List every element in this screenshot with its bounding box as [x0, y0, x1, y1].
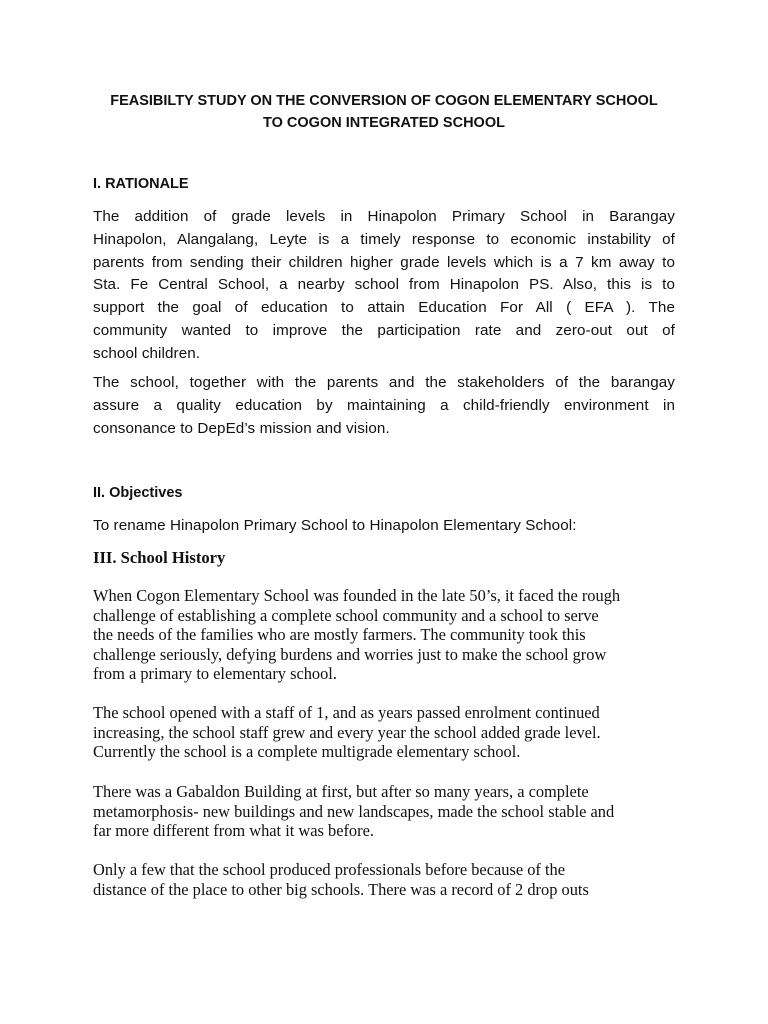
- title-line-1: FEASIBILTY STUDY ON THE CONVERSION OF COGON ELEMENTARY SCHOOL: [110, 93, 658, 109]
- title-line-2: TO COGON INTEGRATED SCHOOL: [263, 115, 505, 131]
- paragraph-line: community wanted to improve the participation rate and zero-out out of: [93, 321, 675, 339]
- paragraph-line: Sta. Fe Central School, a nearby school from Hinapolon PS. Also, this is to: [93, 276, 675, 294]
- paragraph-line: consonance to DepEd’s mission and vision.: [93, 419, 390, 437]
- paragraph-line: distance of the place to other big schools. There was a record of 2 drop outs: [93, 879, 589, 899]
- document-title: [60, 90, 708, 134]
- paragraph-line: Currently the school is a complete multigrade elementary school.: [93, 742, 521, 762]
- history-paragraph-2: [93, 703, 675, 762]
- paragraph-line: from a primary to elementary school.: [93, 664, 337, 684]
- paragraph-line: There was a Gabaldon Building at first, but after so many years, a complete: [93, 782, 589, 801]
- paragraph-line: challenge of establishing a complete school community and a school to serve: [93, 605, 599, 625]
- objectives-heading: II. Objectives: [93, 485, 183, 501]
- paragraph-line: metamorphosis- new buildings and new landscapes, made the school stable and: [93, 801, 615, 821]
- paragraph-line: far more different from what it was before.: [93, 821, 374, 841]
- paragraph-line: school children.: [93, 344, 201, 362]
- paragraph-line: challenge seriously, defying burdens and worries just to make the school grow: [93, 644, 607, 664]
- paragraph-line: support the goal of education to attain Education For All ( EFA ). The: [93, 299, 675, 317]
- rationale-paragraph-2: [93, 372, 675, 440]
- paragraph-line: The school opened with a staff of 1, and as years passed enrolment continued: [93, 703, 600, 722]
- rationale-heading: I. RATIONALE: [93, 176, 189, 192]
- history-heading: III. School History: [93, 548, 226, 567]
- paragraph-line: The addition of grade levels in Hinapolon Primary School in Barangay: [93, 208, 675, 225]
- paragraph-line: increasing, the school staff grew and every year the school added grade level.: [93, 722, 601, 742]
- paragraph-line: When Cogon Elementary School was founded in the late 50’s, it faced the rough: [93, 586, 621, 605]
- rationale-paragraph-1: [93, 206, 675, 366]
- paragraph-line: parents from sending their children higher grade levels which is a 7 km away to: [93, 253, 675, 271]
- history-paragraph-4: [93, 860, 675, 899]
- paragraph-line: assure a quality education by maintaining a child-friendly environment in: [93, 396, 675, 414]
- paragraph-line: Only a few that the school produced professionals before because of the: [93, 860, 565, 879]
- paragraph-line: Hinapolon, Alangalang, Leyte is a timely response to economic instability of: [93, 230, 675, 248]
- history-paragraph-3: [93, 782, 675, 841]
- paragraph-line: the needs of the families who are mostly farmers. The community took this: [93, 625, 586, 645]
- objectives-text: To rename Hinapolon Primary School to Hinapolon Elementary School:: [93, 517, 577, 534]
- paragraph-line: The school, together with the parents and the stakeholders of the barangay: [93, 374, 675, 391]
- history-paragraph-1: [93, 586, 675, 684]
